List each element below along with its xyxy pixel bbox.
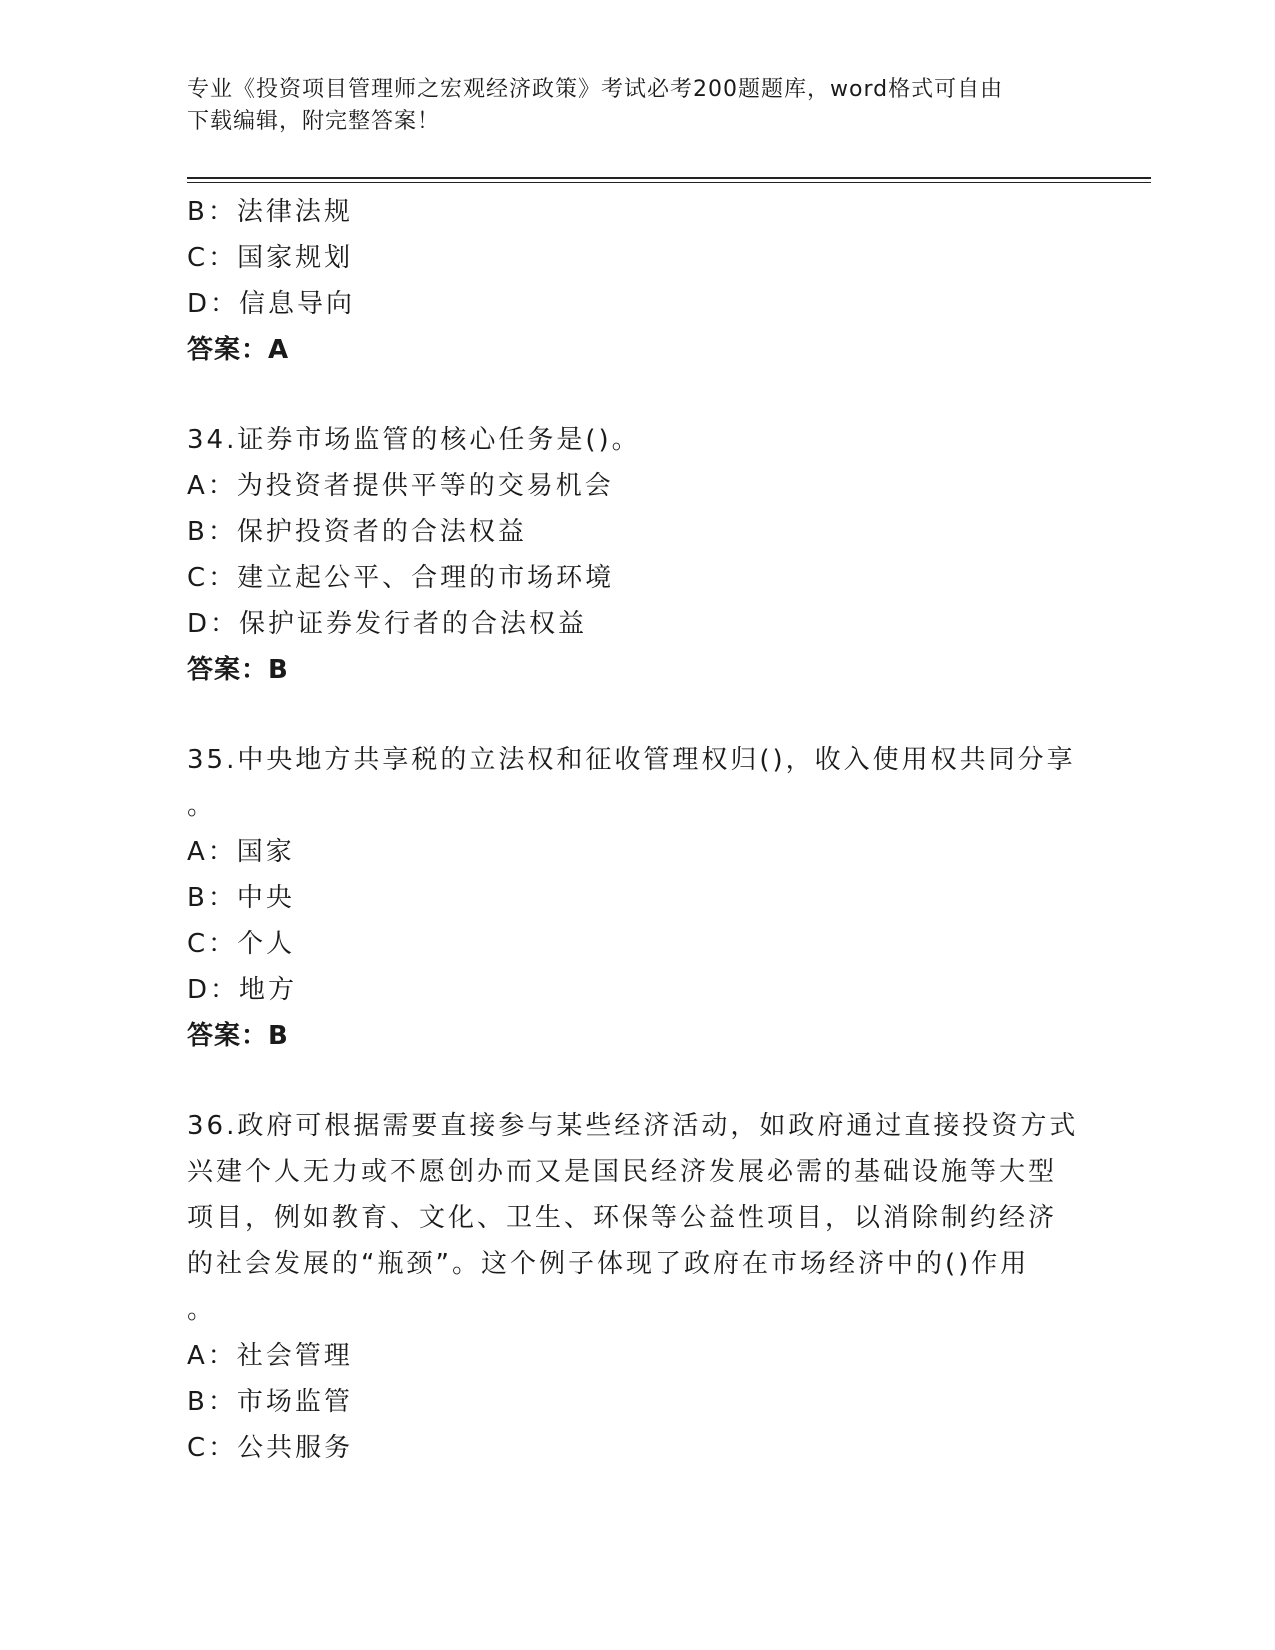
- header-line-1: 专业《投资项目管理师之宏观经济政策》考试必考200题题库，word格式可自由: [187, 77, 1004, 102]
- option-c: C：国家规划: [187, 243, 354, 273]
- question-stem-line-2: 兴建个人无力或不愿创办而又是国民经济发展必需的基础设施等大型: [187, 1157, 1058, 1187]
- option-c: C：公共服务: [187, 1433, 354, 1463]
- option-b: B：保护投资者的合法权益: [187, 517, 527, 547]
- question-list: [187, 189, 1079, 1471]
- question-stem-line-1: 35.中央地方共享税的立法权和征收管理权归()，收入使用权共同分享: [187, 745, 1076, 775]
- question-stem-line-4: 的社会发展的“瓶颈”。这个例子体现了政府在市场经济中的()作用: [187, 1249, 1030, 1279]
- option-b: B：中央: [187, 883, 295, 913]
- answer: 答案：B: [187, 1021, 289, 1051]
- question-36: [187, 1103, 1079, 1471]
- header-line-2: 下载编辑，附完整答案！: [187, 109, 441, 134]
- answer: 答案：B: [187, 655, 289, 685]
- question-stem-line-1: 36.政府可根据需要直接参与某些经济活动，如政府通过直接投资方式: [187, 1111, 1079, 1141]
- option-c: C：个人: [187, 929, 296, 959]
- question-34: [187, 417, 1067, 693]
- question-35: [187, 737, 1076, 1059]
- spacer: [187, 373, 1067, 417]
- option-b: B：法律法规: [187, 197, 353, 227]
- option-a: A：为投资者提供平等的交易机会: [187, 471, 614, 501]
- header-divider-thin: [187, 182, 1151, 183]
- option-c: C：建立起公平、合理的市场环境: [187, 563, 615, 593]
- answer: 答案：A: [187, 335, 290, 365]
- option-a: A：国家: [187, 837, 295, 867]
- option-d: D：信息导向: [187, 289, 356, 319]
- option-d: D：保护证券发行者的合法权益: [187, 609, 588, 639]
- question-33: [187, 189, 1067, 373]
- option-a: A：社会管理: [187, 1341, 353, 1371]
- question-stem-line-3: 项目，例如教育、文化、卫生、环保等公益性项目，以消除制约经济: [187, 1203, 1058, 1233]
- question-stem-line-2: 。: [187, 791, 217, 821]
- spacer: [187, 693, 1067, 737]
- spacer: [187, 1059, 1067, 1103]
- question-stem-line-5: 。: [187, 1295, 217, 1325]
- header-divider-thick: [187, 177, 1151, 179]
- document-header: [187, 74, 1067, 138]
- option-b: B：市场监管: [187, 1387, 353, 1417]
- question-stem: 34.证券市场监管的核心任务是()。: [187, 425, 641, 455]
- option-d: D：地方: [187, 975, 298, 1005]
